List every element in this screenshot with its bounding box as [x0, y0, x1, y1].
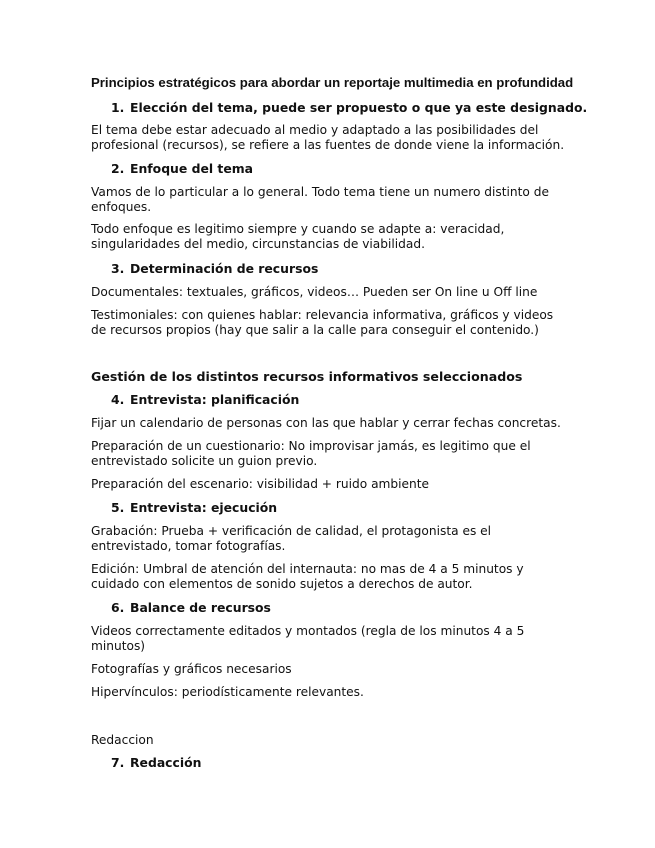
heading-number: 2.	[111, 161, 125, 176]
heading-number: 3.	[111, 261, 125, 276]
paragraph: Testimoniales: con quienes hablar: relevancia informativa, gráficos y videos de recursos propios (hay que salir a la calle para conseguir el contenido.)	[91, 308, 554, 337]
paragraph: Fijar un calendario de personas con las que hablar y cerrar fechas concretas.	[91, 416, 561, 430]
heading-text: Determinación de recursos	[130, 261, 319, 276]
heading-number: 5.	[111, 500, 125, 515]
document-title: Principios estratégicos para abordar un reportaje multimedia en profundidad	[91, 75, 574, 90]
heading-5	[111, 500, 277, 515]
paragraph: Preparación de un cuestionario: No improvisar jamás, es legitimo que el entrevistado solicite un guion previo.	[91, 439, 531, 468]
paragraph: Documentales: textuales, gráficos, videos… Pueden ser On line u Off line	[91, 285, 538, 299]
heading-3	[111, 261, 318, 276]
heading-text: Entrevista: planificación	[130, 392, 300, 407]
heading-4	[111, 392, 299, 407]
paragraph: Hipervínculos: periodísticamente relevantes.	[91, 685, 364, 699]
paragraph: Grabación: Prueba + verificación de calidad, el protagonista es el entrevistado, tomar fotografías.	[91, 524, 492, 553]
heading-number: 1.	[111, 100, 125, 115]
heading-7	[111, 755, 201, 770]
heading-number: 7.	[111, 755, 125, 770]
heading-number: 6.	[111, 600, 125, 615]
paragraph: Fotografías y gráficos necesarios	[91, 662, 292, 676]
heading-1	[111, 100, 587, 115]
paragraph: Videos correctamente editados y montados (regla de los minutos 4 a 5 minutos)	[91, 624, 525, 653]
section-title: Redaccion	[91, 733, 154, 747]
heading-number: 4.	[111, 392, 125, 407]
heading-text: Enfoque del tema	[130, 161, 254, 176]
paragraph: Edición: Umbral de atención del internauta: no mas de 4 a 5 minutos y cuidado con elementos de sonido sujetos a derechos de autor.	[91, 562, 524, 591]
heading-text: Redacción	[130, 755, 202, 770]
paragraph: Todo enfoque es legitimo siempre y cuando se adapte a: veracidad, singularidades del medio, circunstancias de viabilidad.	[91, 222, 505, 251]
section-title: Gestión de los distintos recursos informativos seleccionados	[91, 369, 523, 384]
heading-text: Balance de recursos	[130, 600, 271, 615]
heading-text: Entrevista: ejecución	[130, 500, 278, 515]
heading-2	[111, 161, 253, 176]
heading-6	[111, 600, 271, 615]
heading-text: Elección del tema, puede ser propuesto o que ya este designado.	[130, 100, 588, 115]
paragraph: Vamos de lo particular a lo general. Todo tema tiene un numero distinto de enfoques.	[91, 185, 549, 214]
paragraph: El tema debe estar adecuado al medio y adaptado a las posibilidades del profesional (recursos), se refiere a las fuentes de donde viene la información.	[91, 123, 565, 152]
paragraph: Preparación del escenario: visibilidad + ruido ambiente	[91, 477, 430, 491]
